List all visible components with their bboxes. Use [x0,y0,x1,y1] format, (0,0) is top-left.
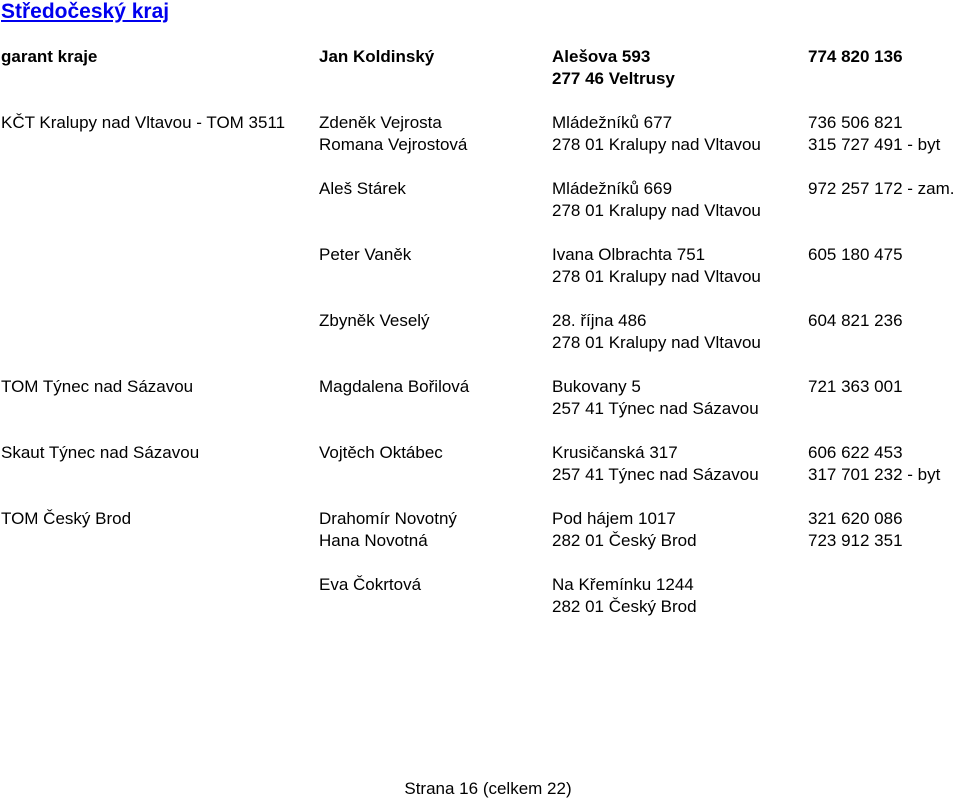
cell-address: 257 41 Týnec nad Sázavou [552,465,759,484]
table-row [0,68,960,90]
cell-address: 278 01 Kralupy nad Vltavou [552,333,761,352]
cell-address: Ivana Olbrachta 751 [552,245,706,264]
cell-phone: 736 506 821 [808,113,903,132]
table-row [0,332,960,354]
cell-address: 282 01 Český Brod [552,531,697,550]
cell-address: Pod hájem 1017 [552,509,676,528]
table-row [0,508,960,530]
cell-contact-name: Hana Novotná [319,531,428,550]
cell-address: 257 41 Týnec nad Sázavou [552,399,759,418]
cell-contact-name: Vojtěch Oktábec [319,443,443,462]
cell-phone: 721 363 001 [808,377,903,396]
table-row [0,376,960,398]
region-title-link[interactable]: Středočeský kraj [1,0,170,23]
contact-group [0,178,960,222]
cell-contact-name: Magdalena Bořilová [319,377,470,396]
cell-address: Na Křemínku 1244 [552,575,694,594]
contact-group [0,46,960,90]
table-row [0,530,960,552]
table-row [0,310,960,332]
table-row [0,464,960,486]
cell-contact-name: Peter Vaněk [319,245,412,264]
cell-phone: 723 912 351 [808,531,903,550]
table-row [0,112,960,134]
cell-phone: 972 257 172 - zam. [808,179,955,198]
cell-address: 278 01 Kralupy nad Vltavou [552,267,761,286]
cell-organization: TOM Týnec nad Sázavou [1,377,194,396]
cell-contact-name: Jan Koldinský [319,47,435,66]
cell-address: 278 01 Kralupy nad Vltavou [552,201,761,220]
table-row [0,134,960,156]
cell-phone: 321 620 086 [808,509,903,528]
contact-group [0,310,960,354]
cell-address: Mládežníků 677 [552,113,673,132]
contact-group [0,508,960,552]
cell-phone: 606 622 453 [808,443,903,462]
table-row [0,398,960,420]
cell-address: Krusičanská 317 [552,443,678,462]
contact-group [0,376,960,420]
table-row [0,200,960,222]
cell-address: 282 01 Český Brod [552,597,697,616]
cell-address: Mládežníků 669 [552,179,673,198]
cell-address: Bukovany 5 [552,377,641,396]
cell-phone: 605 180 475 [808,245,903,264]
cell-phone: 604 821 236 [808,311,903,330]
cell-organization: TOM Český Brod [1,509,132,528]
cell-address: 277 46 Veltrusy [552,69,675,88]
cell-organization: Skaut Týnec nad Sázavou [1,443,200,462]
contact-table [0,46,960,640]
table-row [0,46,960,68]
contact-group [0,574,960,618]
cell-address: Alešova 593 [552,47,651,66]
contact-group [0,112,960,156]
cell-contact-name: Drahomír Novotný [319,509,457,528]
cell-contact-name: Zbyněk Veselý [319,311,430,330]
cell-phone: 315 727 491 - byt [808,135,941,154]
table-row [0,178,960,200]
cell-organization: garant kraje [1,47,98,66]
cell-contact-name: Zdeněk Vejrosta [319,113,442,132]
cell-organization: KČT Kralupy nad Vltavou - TOM 3511 [1,113,286,132]
cell-address: 28. října 486 [552,311,647,330]
cell-contact-name: Aleš Stárek [319,179,406,198]
table-row [0,266,960,288]
cell-phone: 317 701 232 - byt [808,465,941,484]
table-row [0,596,960,618]
cell-phone: 774 820 136 [808,47,903,66]
cell-contact-name: Romana Vejrostová [319,135,468,154]
contact-group [0,244,960,288]
table-row [0,244,960,266]
page-number: Strana 16 (celkem 22) [404,779,572,798]
cell-contact-name: Eva Čokrtová [319,575,422,594]
cell-address: 278 01 Kralupy nad Vltavou [552,135,761,154]
contact-group [0,442,960,486]
table-row [0,442,960,464]
table-row [0,574,960,596]
